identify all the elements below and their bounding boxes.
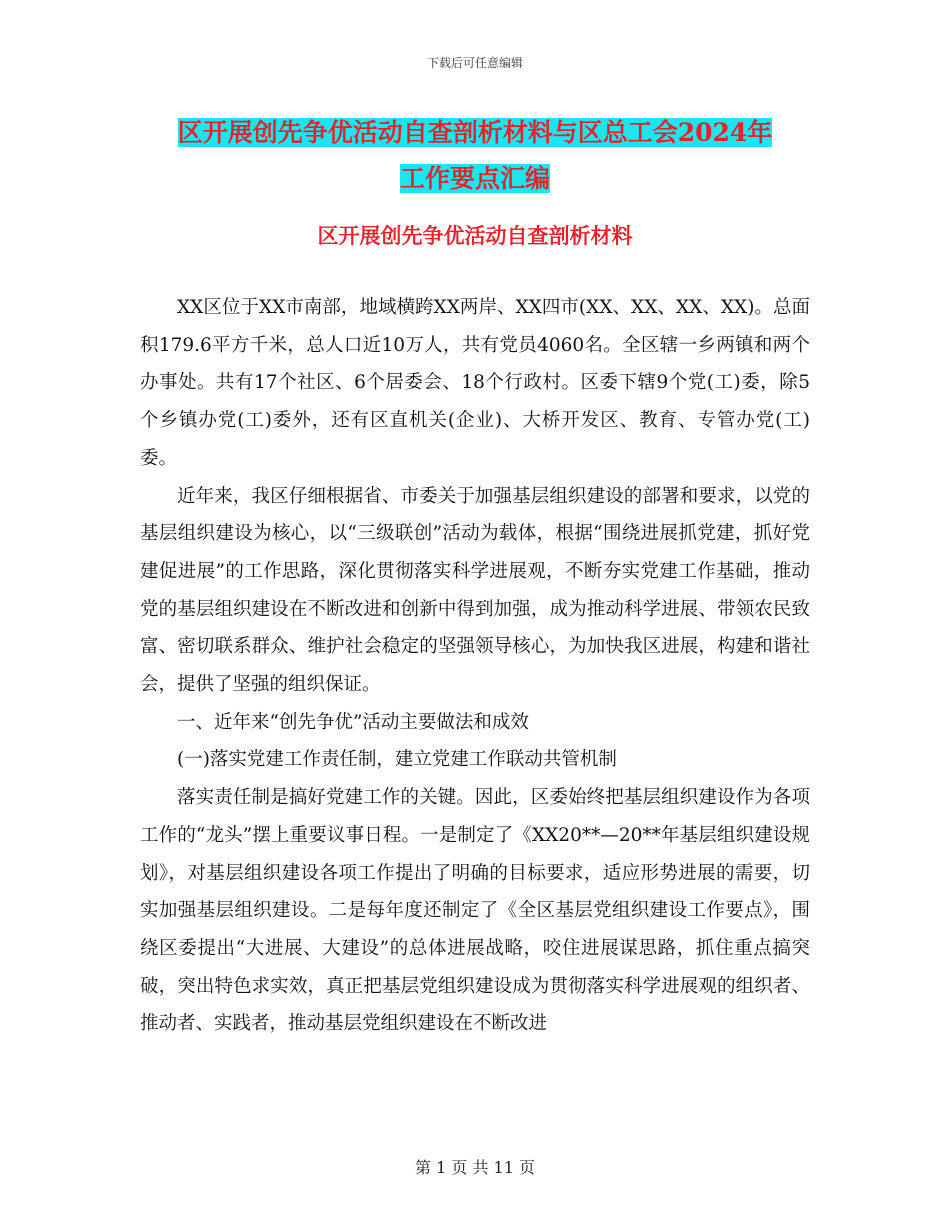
paragraph: XX区位于XX市南部，地域横跨XX两岸、XX四市(XX、XX、XX、XX)。总面积179.6平方千米，总人口近10万人，共有党员4060名。全区辖一乡两镇和两个办事处。共有17个社区、6个居委会、18个行政村。区委下辖9个党(工)委，除5个乡镇办党(工)委外，还有区直机关(企业)、大桥开发区、教育、专管办党(工)委。 <box>140 297 810 469</box>
document-body <box>140 289 810 1043</box>
paragraph: 落实责任制是搞好党建工作的关键。因此，区委始终把基层组织建设作为各项工作的“龙头”摆上重要议事日程。一是制定了《XX20**—20**年基层组织建设规划》，对基层组织建设各项工作提出了明确的目标要求，适应形势进展的需要，切实加强基层组织建设。二是每年度还制定了《全区基层党组织建设工作要点》，围绕区委提出“大进展、大建设”的总体进展战略，咬住进展谋思路，抓住重点搞突破，突出特色求实效，真正把基层党组织建设成为贯彻落实科学进展观的组织者、推动者、实践者，推动基层党组织建设在不断改进 <box>140 787 810 1035</box>
heading-level-2: (一)落实党建工作责任制，建立党建工作联动共管机制 <box>177 749 617 771</box>
section-title: 区开展创先争优活动自查剖析材料 <box>317 223 633 248</box>
title-line-2: 工作要点汇编 <box>399 164 550 193</box>
document-title <box>60 110 890 202</box>
paragraph: 近年来，我区仔细根据省、市委关于加强基层组织建设的部署和要求，以党的基层组织建设为核心，以“三级联创”活动为载体，根据“围绕进展抓党建，抓好党建促进展”的工作思路，深化贯彻落实科学进展观，不断夯实党建工作基础，推动党的基层组织建设在不断改进和创新中得到加强，成为推动科学进展、带领农民致富、密切联系群众、维护社会稳定的坚强领导核心，为加快我区进展，构建和谐社会，提供了坚强的组织保证。 <box>140 485 810 696</box>
heading-level-1: 一、近年来“创先争优”活动主要做法和成效 <box>177 711 529 733</box>
title-line-1: 区开展创先争优活动自查剖析材料与区总工会2024年 <box>177 118 773 147</box>
header-note: 下载后可任意编辑 <box>426 56 523 70</box>
page-footer: 第 1 页 共 11 页 <box>415 1158 535 1177</box>
